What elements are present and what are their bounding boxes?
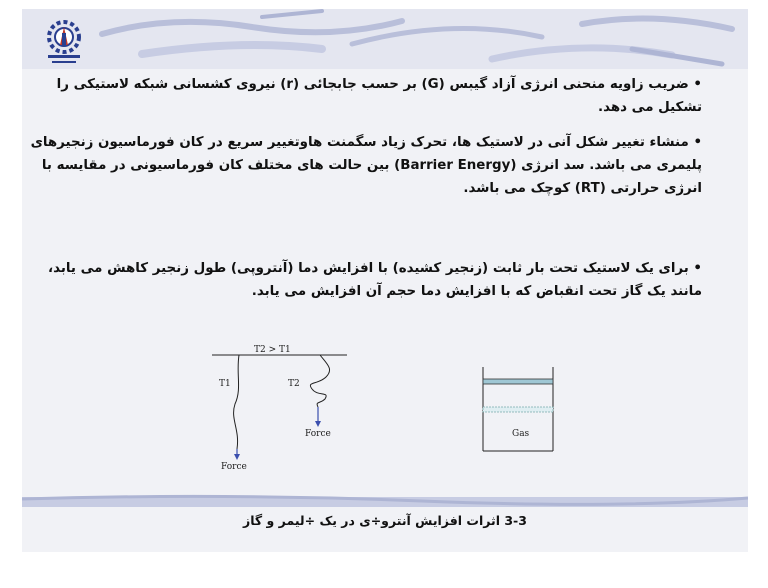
force-label-t1: Force: [221, 462, 247, 472]
slide: [22, 9, 748, 552]
gas-cylinder-diagram: [483, 367, 553, 451]
force-arrow-t2-head: [315, 421, 321, 427]
paragraph-conformation: • منشاء تغییر شکل آنی در لاستیک ها، تحرک زیاد سگمنت هاوتغییر سریع در کان فورماسیون زنجیرهای پلیمری می باشد. سد انرژی (Barrier Energy) بین حالت های مختلف کان فورماسیونی در مقایسه با انرژی حرارتی (RT) کوچک می باشد.: [30, 135, 702, 196]
force-arrow-t1-head: [234, 454, 240, 460]
figure-caption: 3-3 اثرات افزایش آنترو÷ی در یک ÷لیمر و گاز: [243, 513, 527, 528]
entropy-figure: [22, 9, 748, 509]
chain-t2-label: T2: [288, 379, 300, 389]
piston-cold: [483, 407, 553, 412]
paragraph-gibbs-slope: • ضریب زاویه منحنی انرژی آزاد گیبس (G) بر حسب جابجائی (r) نیروی کشسانی شبکه لاستیکی را تشکیل می دهد.: [56, 77, 702, 115]
chain-t1-label: T1: [219, 379, 231, 389]
gas-label: Gas: [512, 429, 530, 439]
force-label-t2: Force: [305, 429, 331, 439]
chain-t1: [234, 355, 239, 449]
temperature-relation-label: T2 > T1: [254, 345, 291, 355]
chain-t2: [310, 355, 329, 407]
piston-hot: [483, 379, 553, 384]
rubber-chains-diagram: [212, 345, 347, 472]
paragraph-constant-load: • برای یک لاستیک تحت بار ثابت (زنجیر کشیده) با افزایش دما (آنتروپی) طول زنجیر کاهش می یابد، مانند یک گاز تحت انقباض که با افزایش دما حجم آن افزایش می یابد.: [48, 261, 702, 299]
